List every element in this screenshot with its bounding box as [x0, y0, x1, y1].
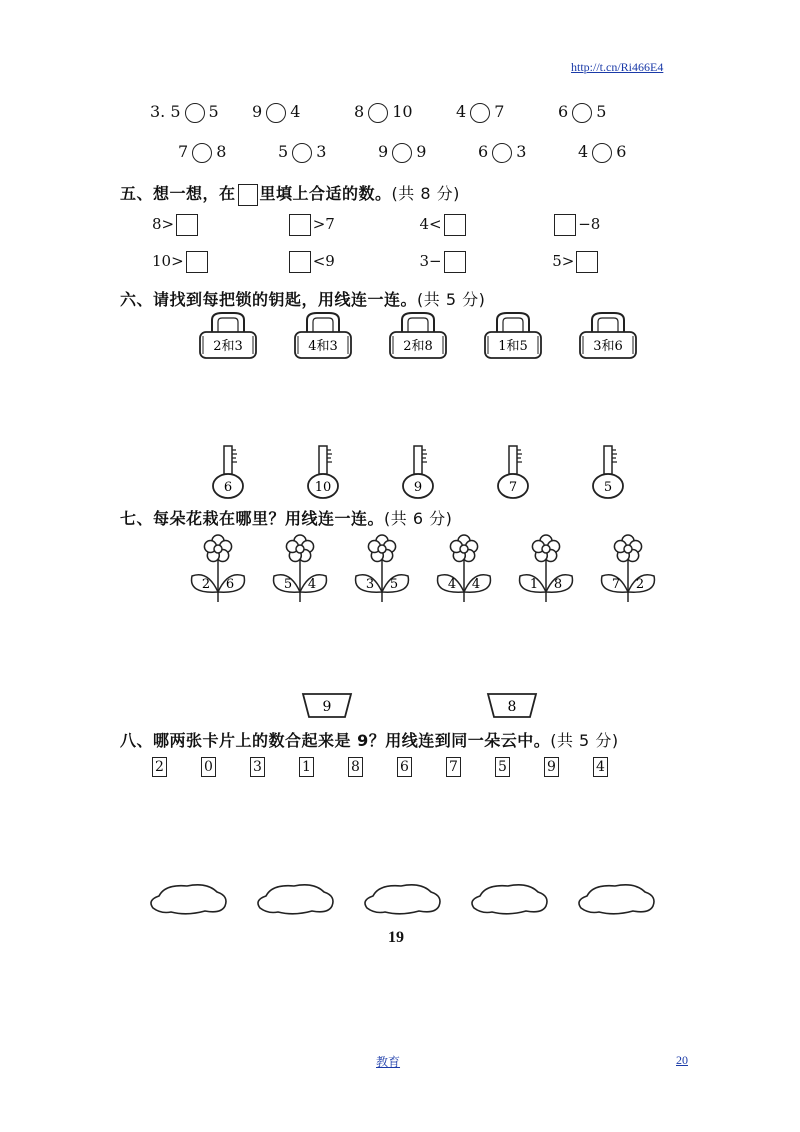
comparison-row-1: [150, 102, 670, 123]
fill-item: [287, 251, 420, 273]
answer-circle[interactable]: [392, 143, 412, 163]
lock-label: 4和3: [308, 339, 338, 354]
header-url-link[interactable]: http://t.cn/Ri466E4: [571, 60, 664, 74]
comparison-item: [558, 102, 660, 123]
number-card[interactable]: 5: [495, 757, 510, 777]
compare-right: 5: [208, 102, 219, 121]
key-label: 10: [314, 480, 332, 495]
compare-right: 3: [516, 142, 527, 161]
cards-row: [152, 756, 642, 777]
compare-right: 8: [216, 142, 227, 161]
section5-heading: [120, 181, 460, 206]
number-card-slot: [446, 756, 495, 777]
cloud-icon[interactable]: [579, 885, 654, 914]
number-card-slot: [201, 756, 250, 777]
section5-points: (共 8 分): [391, 184, 460, 203]
clouds-row: [145, 880, 665, 920]
key-label: 9: [413, 480, 423, 495]
fill-item: [287, 214, 420, 236]
section5-title-before: 五、想一想，在: [120, 184, 236, 203]
comparison-item: [252, 102, 354, 123]
flowers-row: [182, 532, 682, 607]
cloud-icon[interactable]: [472, 885, 547, 914]
section8-title: 八、哪两张卡片上的数合起来是 9？用线连到同一朵云中。: [120, 731, 551, 750]
lock-icon[interactable]: [580, 313, 636, 358]
answer-box[interactable]: [444, 251, 466, 273]
answer-box-icon: [238, 184, 258, 206]
key-label: 6: [223, 480, 233, 495]
flower-leaf-right: 8: [553, 577, 563, 592]
fill-row-2: [152, 251, 672, 273]
comparison-item: [354, 102, 456, 123]
key-icon[interactable]: [308, 446, 338, 498]
fill-before: 8>: [152, 215, 175, 233]
comparison-item: [456, 102, 558, 123]
flower-leaf-left: 3: [365, 577, 375, 592]
fill-after: −8: [578, 215, 601, 233]
answer-circle[interactable]: [572, 103, 592, 123]
comparison-item: [378, 142, 478, 163]
compare-right: 7: [494, 102, 505, 121]
section8-heading: [120, 728, 619, 751]
flower-leaf-right: 5: [389, 577, 399, 592]
number-card-slot: [397, 756, 446, 777]
cloud-icon[interactable]: [151, 885, 226, 914]
flower-icon[interactable]: [602, 535, 655, 602]
comparison-item: [178, 142, 278, 163]
cloud-icon[interactable]: [258, 885, 333, 914]
answer-box[interactable]: [576, 251, 598, 273]
section7-title: 七、每朵花栽在哪里？用线连一连。: [120, 509, 385, 528]
flower-pot-icon[interactable]: [303, 694, 351, 717]
answer-box[interactable]: [554, 214, 576, 236]
compare-right: 10: [392, 102, 413, 121]
flower-icon[interactable]: [192, 535, 245, 602]
footer-link[interactable]: 教育: [376, 1055, 401, 1069]
lock-icon[interactable]: [295, 313, 351, 358]
compare-left: 7: [178, 142, 189, 161]
answer-box[interactable]: [289, 251, 311, 273]
answer-circle[interactable]: [492, 143, 512, 163]
fill-after: <9: [312, 252, 335, 270]
cloud-icon[interactable]: [365, 885, 440, 914]
flower-pot-icon[interactable]: [488, 694, 536, 717]
answer-box[interactable]: [444, 214, 466, 236]
key-icon[interactable]: [213, 446, 243, 498]
flower-leaf-left: 1: [529, 577, 539, 592]
page-number: 19: [388, 929, 404, 946]
compare-right: 5: [596, 102, 607, 121]
section6-heading: [120, 287, 485, 310]
number-card-slot: [593, 756, 642, 777]
compare-left: 6: [558, 102, 569, 121]
compare-right: 3: [316, 142, 327, 161]
flower-leaf-left: 4: [447, 577, 457, 592]
answer-circle[interactable]: [368, 103, 388, 123]
fill-item: [552, 214, 672, 236]
flower-leaf-right: 4: [471, 577, 481, 592]
number-card-slot: [299, 756, 348, 777]
lock-label: 2和3: [213, 339, 243, 354]
section7-points: (共 6 分): [384, 509, 453, 528]
answer-box[interactable]: [176, 214, 198, 236]
compare-left: 3. 5: [150, 102, 181, 121]
fill-item: [419, 214, 552, 236]
lock-icon[interactable]: [485, 313, 541, 358]
comparison-row-2: [178, 142, 678, 163]
compare-left: 4: [578, 142, 589, 161]
locks-row: [190, 312, 750, 372]
section6-title: 六、请找到每把锁的钥匙，用线连一连。: [120, 290, 418, 309]
compare-right: 4: [290, 102, 301, 121]
answer-box[interactable]: [289, 214, 311, 236]
number-card[interactable]: 3: [250, 757, 265, 777]
key-icon[interactable]: [498, 446, 528, 498]
answer-circle[interactable]: [192, 143, 212, 163]
answer-box[interactable]: [186, 251, 208, 273]
key-label: 7: [508, 480, 518, 495]
fill-item: [152, 251, 287, 273]
fill-after: >7: [312, 215, 335, 233]
pot-label: 8: [507, 699, 517, 715]
answer-circle[interactable]: [592, 143, 612, 163]
flower-icon[interactable]: [438, 535, 491, 602]
fill-before: 5>: [552, 252, 575, 270]
flower-icon[interactable]: [274, 535, 327, 602]
fill-row-1: [152, 214, 672, 236]
compare-right: 9: [416, 142, 427, 161]
number-card[interactable]: 9: [544, 757, 559, 777]
number-card[interactable]: 8: [348, 757, 363, 777]
answer-circle[interactable]: [185, 103, 205, 123]
compare-left: 5: [278, 142, 289, 161]
footer-page-number[interactable]: 20: [676, 1053, 688, 1067]
key-icon[interactable]: [403, 446, 433, 498]
compare-right: 6: [616, 142, 627, 161]
flower-leaf-right: 2: [635, 577, 645, 592]
key-label: 5: [603, 480, 613, 495]
lock-label: 1和5: [498, 339, 528, 354]
fill-before: 3−: [419, 252, 442, 270]
lock-icon[interactable]: [390, 313, 446, 358]
flower-leaf-right: 6: [225, 577, 235, 592]
number-card[interactable]: 1: [299, 757, 314, 777]
answer-circle[interactable]: [266, 103, 286, 123]
number-card-slot: [152, 756, 201, 777]
keys-row: [190, 440, 750, 500]
fill-item: [419, 251, 552, 273]
pot-label: 9: [322, 699, 332, 715]
key-icon[interactable]: [593, 446, 623, 498]
answer-circle[interactable]: [292, 143, 312, 163]
flower-icon[interactable]: [356, 535, 409, 602]
answer-circle[interactable]: [470, 103, 490, 123]
comparison-item: [150, 102, 252, 123]
compare-left: 6: [478, 142, 489, 161]
fill-before: 4<: [419, 215, 442, 233]
number-card[interactable]: 7: [446, 757, 461, 777]
flower-leaf-right: 4: [307, 577, 317, 592]
compare-left: 9: [378, 142, 389, 161]
section8-points: (共 5 分): [550, 731, 619, 750]
flower-leaf-left: 5: [283, 577, 293, 592]
pots-row: [295, 692, 555, 720]
section6-points: (共 5 分): [417, 290, 486, 309]
lock-label: 2和8: [403, 339, 433, 354]
number-card-slot: [495, 756, 544, 777]
comparison-item: [478, 142, 578, 163]
flower-icon[interactable]: [520, 535, 573, 602]
fill-before: 10>: [152, 252, 184, 270]
fill-item: [552, 251, 672, 273]
number-card[interactable]: 2: [152, 757, 167, 777]
compare-left: 8: [354, 102, 365, 121]
number-card[interactable]: 6: [397, 757, 412, 777]
lock-icon[interactable]: [200, 313, 256, 358]
flower-leaf-left: 7: [611, 577, 621, 592]
number-card-slot: [250, 756, 299, 777]
number-card-slot: [544, 756, 593, 777]
compare-left: 9: [252, 102, 263, 121]
flower-leaf-left: 2: [201, 577, 211, 592]
lock-label: 3和6: [593, 339, 623, 354]
fill-item: [152, 214, 287, 236]
comparison-item: [278, 142, 378, 163]
number-card-slot: [348, 756, 397, 777]
number-card[interactable]: 0: [201, 757, 216, 777]
section7-heading: [120, 506, 452, 529]
section5-title-after: 里填上合适的数。: [259, 184, 392, 203]
compare-left: 4: [456, 102, 467, 121]
number-card[interactable]: 4: [593, 757, 608, 777]
comparison-item: [578, 142, 678, 163]
